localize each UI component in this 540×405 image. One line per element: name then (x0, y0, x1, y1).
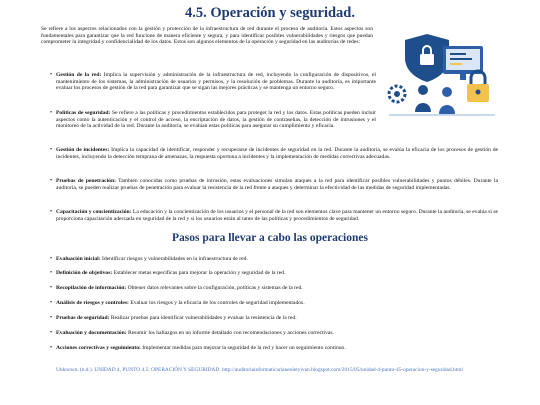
item-text: La educación y la concientización de los usuarios y el personal de la red son elementos clave para mantener un entorno seguro. Durante la auditoría, se evalúa si se proporciona capacitación adecuada en seguridad de la red y si los usuarios están al tanto de las políticas y procedimientos de seguridad. (56, 209, 498, 222)
item-term: Gestión de incidentes: (56, 147, 110, 153)
list-item (56, 330, 486, 337)
person-icon (415, 85, 455, 114)
gear-icon (389, 86, 405, 102)
monitor-icon (443, 46, 483, 80)
section-subtitle: Pasos para llevar a cabo las operaciones (172, 232, 368, 244)
list-item (56, 315, 486, 322)
item-term: Políticas de seguridad: (56, 110, 111, 116)
shield-icon (405, 34, 449, 82)
list-item (56, 300, 486, 307)
item-text: También conocidas como pruebas de intrusión, estas evaluaciones simulan ataques a la red para identificar posibles vulnerabilidades y puntos débiles. Durante la auditoría, se pueden realizar pruebas de penetración para evaluar la resistencia de la red frente a ataques y determinar la efectividad de las medidas de seguridad implementadas. (56, 178, 498, 191)
item-text: Evaluar los riesgos y la eficacia de los controles de seguridad implementados. (128, 300, 305, 306)
list-item (56, 209, 498, 222)
item-term: Acciones correctivas y seguimiento: (56, 345, 141, 351)
item-text: Realizar pruebas para identificar vulnerabilidades y evaluar la resistencia de la red. (109, 315, 297, 321)
item-term: Evaluación inicial: (56, 256, 101, 262)
item-text: Establecer metas específicas para mejorar la operación y seguridad de la red. (112, 270, 286, 276)
item-text: Implica la capacidad de identificar, responder y recuperarse de incidentes de seguridad en la red. Durante la auditoría, se evalúa la eficacia de los procesos de gestión de incidentes, incluyendo la detección temprana de amenazas, la respuesta oportuna a incidentes y la implementación de medidas correctivas adecuadas. (56, 147, 498, 160)
list-item (56, 285, 486, 292)
padlock-icon (467, 71, 489, 102)
item-text: Se refiere a las políticas y procedimientos establecidos para proteger la red y los datos. Estas políticas pueden incluir aspectos como la autenticación y el control de acceso, la encriptación de datos, la gestión de contraseñas, la detección de intrusiones y el monitoreo de la actividad de la red. Durante la auditoría, se evalúan estas políticas para asegurar su cumplimiento y eficacia. (56, 110, 376, 130)
list-item (56, 72, 376, 92)
intro-paragraph: Se refiere a los aspectos relacionados con la gestión y protección de la infraestructura de red durante el proceso de auditoría. Estos aspectos son fundamentales para garantizar que la red funcione de manera eficiente y segura, y para identificar posibles vulnerabilidades y riesgos que puedan comprometer la integridad y confidencialidad de los datos. Estos son algunos elementos de la operación y seguridad en las auditorías de redes: (41, 26, 373, 46)
item-text: Implementar medidas para mejorar la seguridad de la red y hacer un seguimiento continuo. (140, 345, 346, 351)
list-item (56, 147, 498, 160)
item-term: Análisis de riesgos y controles: (56, 300, 129, 306)
list-item (56, 110, 376, 130)
item-text: Obtener datos relevantes sobre la configuración, políticas y sistemas de la red. (126, 285, 303, 291)
item-text: Implica la supervisión y administración de la infraestructura de red, incluyendo la configuración de dispositivos, el mantenimiento de los sistemas, la administración de usuarios y permisos, y la resolución de problemas. Durante la auditoría, es importante evaluar los procesos de gestión de la red para garantizar que se sigan las mejores prácticas y se mantenga un entorno seguro. (56, 72, 376, 92)
item-text: Identificar riesgos y vulnerabilidades en la infraestructura de red. (100, 256, 248, 262)
item-term: Pruebas de penetración: (56, 178, 116, 184)
item-term: Definición de objetivos: (56, 270, 113, 276)
item-term: Recopilación de información: (56, 285, 127, 291)
list-item (56, 270, 486, 277)
item-term: Gestión de la red: (56, 72, 102, 78)
security-illustration-icon (383, 28, 501, 118)
list-item (56, 345, 486, 352)
list-item (56, 178, 498, 191)
page-title: 4.5. Operación y seguridad. (185, 5, 355, 21)
list-item (56, 256, 486, 263)
item-term: Pruebas de seguridad: (56, 315, 110, 321)
citation-reference: Unknown. (n.d.). UNIDAD 4, PUNTO 4.5: OPERACIÓN Y SEGURIDAD. http://auditoriainformaticarianeoletyivan.blogspot.com/2015/05/unidad-4-punto-45-operacion-y-seguridad.html (56, 367, 463, 373)
item-term: Evaluación y documentación: (56, 330, 127, 336)
item-text: Resumir los hallazgos en un informe detallado con recomendaciones y acciones correctivas. (126, 330, 334, 336)
item-term: Capacitación y concientización: (56, 209, 132, 215)
